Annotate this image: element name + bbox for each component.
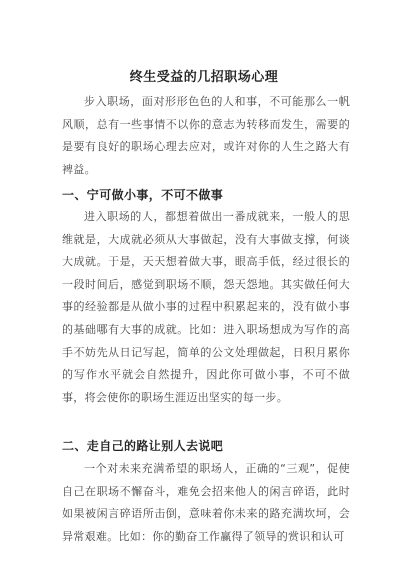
section-2-body: 一个对未来充满希望的职场人，正确的“三观”，促使自己在职场不懈奋斗，难免会招来他人的闲言碎语，此时如果被闲言碎语所击倒，意味着你未来的路充满坎坷，会异常艰难。比如：你的勤奋工作赢得了领导的赏识和认可 (62, 462, 350, 543)
section-1-body: 进入职场的人，都想着做出一番成就来，一般人的思维就是，大成就必须从大事做起，没有大事做支撑，何谈大成就。于是，天天想着做大事，眼高手低，经过很长的一段时间后，感觉到职场不顺，怨天怨地。其实做任何大事的经验都是从做小事的过程中积累起来的，没有做小事的基础哪有大事的成就。比如：进入职场想成为写作的高手不妨先从日记写起，简单的公文处理做起，日积月累你的写作水平就会自然提升，因此你可做小事，不可不做事，将会使你的职场生涯迈出坚实的每一步。 (62, 210, 350, 404)
section-2-heading: 二、走自己的路让别人去说吧 (62, 439, 224, 453)
intro-paragraph: 步入职场，面对形形色色的人和事，不可能那么一帆风顺，总有一些事情不以你的意志为转移而发生，需要的是要有良好的职场心理去应对，或许对你的人生之路大有裨益。 (62, 95, 350, 176)
section-1-heading: 一、宁可做小事，不可不做事 (62, 188, 224, 202)
document-title: 终生受益的几招职场心理 (129, 70, 279, 85)
